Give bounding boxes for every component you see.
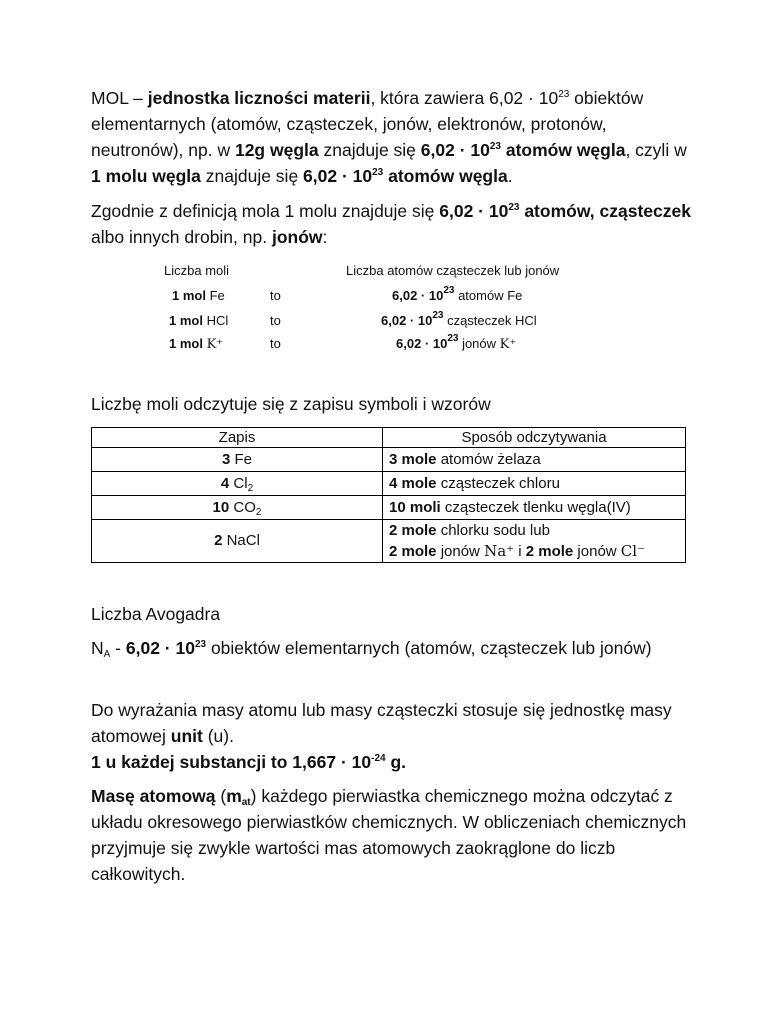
amount: 1 mol bbox=[169, 313, 203, 328]
formula: CO bbox=[229, 499, 256, 516]
bold-value: atomów węgla bbox=[500, 140, 626, 160]
mol-term: MOL – bbox=[91, 88, 148, 108]
reading-line bbox=[389, 521, 679, 541]
reading-rest: jonów bbox=[436, 542, 485, 560]
bold-value: atomów węgla bbox=[383, 166, 508, 186]
formula-count: 4 bbox=[220, 475, 230, 492]
ion: Na⁺ bbox=[484, 541, 515, 560]
ion-species: K⁺ bbox=[206, 337, 224, 352]
text-run: znajduje się bbox=[318, 140, 421, 160]
reading-bold: 2 mole bbox=[389, 521, 437, 539]
reading-cell bbox=[383, 448, 686, 472]
formula: Fe bbox=[230, 451, 253, 468]
reading-rest: jonów bbox=[573, 542, 621, 560]
count: 6,02 · 10 bbox=[381, 313, 433, 328]
text-run: ( bbox=[215, 786, 227, 806]
bold-run bbox=[303, 166, 508, 186]
text-run: : bbox=[322, 227, 328, 247]
table-row bbox=[92, 520, 686, 563]
reading-cell bbox=[383, 472, 686, 496]
to-word: to bbox=[270, 288, 281, 303]
bold-value: g. bbox=[385, 752, 406, 772]
avogadro-heading: Liczba Avogadra bbox=[91, 604, 221, 624]
table-row bbox=[92, 448, 686, 472]
reading-line bbox=[389, 541, 679, 562]
mol-examples-intro bbox=[91, 198, 691, 250]
exponent: 23 bbox=[443, 285, 455, 296]
bold-value: 6,02 · 10 bbox=[303, 166, 373, 186]
header-liczba-atomow: Liczba atomów cząsteczek lub jonów bbox=[346, 263, 560, 278]
text-run: . bbox=[507, 166, 513, 186]
reading-cell bbox=[383, 496, 686, 520]
text-run: ) każdego pierwiastka chemicznego można odczytać z układu okresowego pierwiastków chemicznych. W obliczeniach chemicznych przyjmuje się zwykle wartości mas atomowych zaokrąglone do liczb całkowitych. bbox=[91, 786, 687, 884]
subscript: at bbox=[241, 797, 251, 808]
exponent: 23 bbox=[194, 639, 207, 650]
exponent: 23 bbox=[489, 141, 501, 152]
bold-run bbox=[126, 638, 206, 658]
formula-cell bbox=[92, 448, 383, 472]
description: atomów Fe bbox=[454, 288, 523, 303]
text-run: (u). bbox=[202, 726, 234, 746]
amount-cell bbox=[169, 336, 223, 352]
bold-value: atomów, cząsteczek bbox=[519, 201, 691, 221]
bold-value: 6,02 · 10 bbox=[420, 140, 490, 160]
subscript: 2 bbox=[255, 507, 262, 518]
bold-value: 6,02 · 10 bbox=[439, 201, 509, 221]
bold-run: unit bbox=[170, 726, 203, 746]
text-run: obiektów elementarnych (atomów, cząsteczek, jonów, elektronów, protonów, neutronów), np. w bbox=[91, 88, 644, 160]
bold-run bbox=[421, 140, 626, 160]
reading-bold: 3 mole bbox=[389, 451, 437, 468]
formula: NaCl bbox=[222, 532, 260, 549]
bold-value: 1 u każdej substancji to 1,667 · 10 bbox=[91, 752, 372, 772]
species: Fe bbox=[205, 288, 225, 303]
mini-table-row bbox=[0, 285, 768, 310]
count-bold bbox=[381, 310, 444, 328]
reading-rest: i bbox=[514, 542, 526, 560]
avogadro-definition bbox=[91, 635, 691, 661]
col-header-zapis: Zapis bbox=[92, 428, 383, 448]
unit-paragraph bbox=[91, 697, 691, 775]
mol-definition-paragraph bbox=[91, 85, 691, 189]
reading-cell bbox=[383, 520, 686, 563]
reading-rest: cząsteczek chloru bbox=[436, 475, 560, 492]
mini-table-header bbox=[0, 263, 768, 285]
formula-count: 10 bbox=[212, 499, 230, 516]
mol-definition-bold: jednostka liczności materii bbox=[147, 88, 371, 108]
ion: Cl⁻ bbox=[620, 541, 645, 560]
subscript: A bbox=[103, 649, 111, 660]
text-run: Zgodnie z definicją mola 1 molu znajduje się bbox=[91, 201, 440, 221]
avogadro-symbol: N bbox=[91, 638, 104, 658]
count: 6,02 · 10 bbox=[392, 288, 444, 303]
amount-cell bbox=[169, 313, 228, 328]
text-run: , czyli w bbox=[625, 140, 687, 160]
reading-bold: 4 mole bbox=[389, 475, 437, 492]
exponent: 23 bbox=[372, 167, 384, 178]
unit-value-line bbox=[91, 752, 406, 772]
exponent: -24 bbox=[371, 753, 386, 764]
col-header-sposob: Sposób odczytywania bbox=[383, 428, 686, 448]
reading-bold: 10 moli bbox=[389, 499, 441, 516]
table-row bbox=[92, 496, 686, 520]
mini-table-row bbox=[0, 333, 768, 358]
text-run: - bbox=[110, 638, 126, 658]
bold-run: Masę atomową bbox=[91, 786, 216, 806]
formula: Cl bbox=[229, 475, 248, 492]
text-run: albo innych drobin, np. bbox=[91, 227, 272, 247]
bold-run: m bbox=[226, 786, 242, 806]
text-run: Do wyrażania masy atomu lub masy cząsteczki stosuje się jednostkę masy atomowej bbox=[91, 700, 672, 746]
reading-rest: cząsteczek tlenku węgla(IV) bbox=[440, 499, 631, 516]
text-run: , która zawiera 6,02 · 10 bbox=[370, 88, 559, 108]
subscript: 2 bbox=[247, 483, 254, 494]
reading-bold: 2 mole bbox=[525, 542, 574, 560]
formula-count: 3 bbox=[221, 451, 231, 468]
species: HCl bbox=[202, 313, 229, 328]
ion: K⁺ bbox=[499, 337, 517, 352]
exponent: 23 bbox=[447, 333, 459, 344]
header-liczba-moli: Liczba moli bbox=[164, 263, 230, 278]
amount: 1 mol bbox=[172, 288, 206, 303]
bold-value: 6,02 · 10 bbox=[125, 638, 195, 658]
text-run: znajduje się bbox=[200, 166, 304, 186]
reading-rest: atomów żelaza bbox=[436, 451, 541, 468]
text-run: obiektów elementarnych (atomów, cząsteczek lub jonów) bbox=[206, 638, 652, 658]
bold-run: 1 molu węgla bbox=[91, 166, 201, 186]
formula-cell bbox=[92, 520, 383, 563]
count-cell bbox=[381, 310, 537, 328]
section-heading-zapis: Liczbę moli odczytuje się z zapisu symboli i wzorów bbox=[91, 394, 491, 414]
count-cell bbox=[392, 285, 523, 303]
exponent: 23 bbox=[508, 202, 520, 213]
formula-cell bbox=[92, 472, 383, 496]
table-header-row bbox=[92, 428, 686, 448]
bold-run: jonów bbox=[271, 227, 323, 247]
reading-rest: chlorku sodu lub bbox=[436, 521, 550, 539]
count-bold bbox=[392, 285, 455, 303]
count: 6,02 · 10 bbox=[396, 336, 448, 351]
count-cell bbox=[396, 333, 517, 352]
formula-cell bbox=[92, 496, 383, 520]
atomic-mass-paragraph bbox=[91, 783, 691, 887]
to-word: to bbox=[270, 313, 281, 328]
exponent: 23 bbox=[432, 310, 444, 321]
mini-table-row bbox=[0, 310, 768, 335]
bold-run bbox=[439, 201, 691, 221]
to-word: to bbox=[270, 336, 281, 351]
count-bold bbox=[396, 333, 459, 351]
description: cząsteczek HCl bbox=[443, 313, 537, 328]
exponent: 23 bbox=[558, 89, 570, 100]
formula-count: 2 bbox=[214, 532, 223, 549]
amount: 1 mol bbox=[169, 336, 203, 351]
reading-bold: 2 mole bbox=[389, 542, 437, 560]
bold-run: 12g węgla bbox=[234, 140, 319, 160]
description: jonów bbox=[458, 336, 500, 351]
table-row bbox=[92, 472, 686, 496]
amount-cell bbox=[172, 288, 225, 303]
reading-table bbox=[91, 427, 686, 563]
